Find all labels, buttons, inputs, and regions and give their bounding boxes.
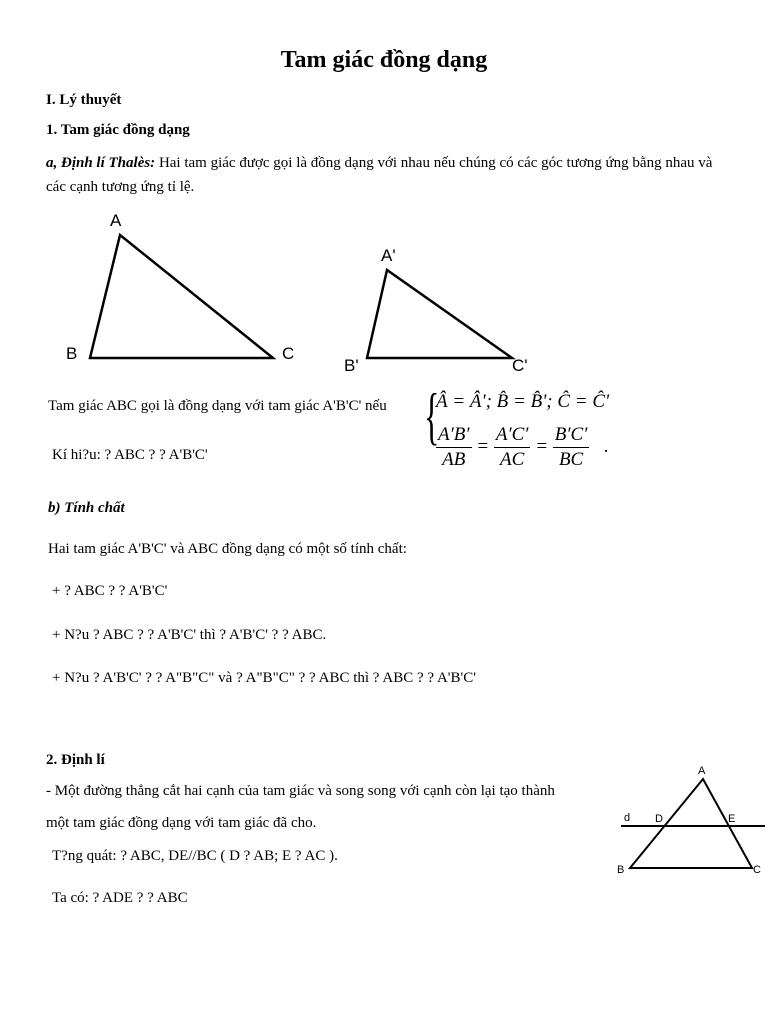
fig3-label-line-d: d bbox=[624, 812, 631, 824]
fig3-label-c: C bbox=[753, 864, 761, 876]
subsection-heading-similar-triangles: 1. Tam giác đồng dạng bbox=[46, 122, 190, 138]
period: . bbox=[604, 435, 609, 457]
vertex-label-b: B bbox=[66, 344, 78, 363]
thales-label: a, Định lí Thalès: bbox=[46, 155, 156, 171]
equals-sign: = bbox=[476, 435, 490, 457]
page-title: Tam giác đồng dạng bbox=[280, 47, 488, 73]
theorem-line-1: - Một đường thẳng cắt hai cạnh của tam giác và song song với cạnh còn lại tạo thành bbox=[46, 783, 555, 799]
fig3-label-b: B bbox=[617, 864, 625, 876]
similar-definition: Tam giác ABC gọi là đồng dạng với tam giác A'B'C' nếu bbox=[48, 398, 387, 414]
ratio-fraction-3: $\frac{B'C'}{BC}$ bbox=[554, 424, 588, 470]
equals-sign: = bbox=[535, 435, 549, 457]
fig3-label-e: E bbox=[728, 813, 736, 825]
vertex-label-c: C bbox=[282, 344, 295, 363]
fig3-label-d: D bbox=[655, 813, 663, 825]
property-2: + N?u ? ABC ? ? A'B'C' thì ? A'B'C' ? ? ABC. bbox=[52, 627, 327, 643]
vertex-label-a: A bbox=[110, 211, 122, 230]
ratio-fraction-2: $\frac{A'C'}{AC}$ bbox=[495, 424, 529, 470]
section-heading-theory: I. Lý thuyết bbox=[46, 92, 122, 108]
notation-line: Kí hi?u: ? ABC ? ? A'B'C' bbox=[52, 447, 208, 463]
property-1: + ? ABC ? ? A'B'C' bbox=[52, 583, 168, 599]
vertex-label-c-prime: C' bbox=[512, 356, 528, 375]
left-brace: { bbox=[424, 380, 440, 451]
subsection-heading-theorem: 2. Định lí bbox=[46, 752, 105, 768]
condition-angles: Â = Â'; B̂ = B̂'; Ĉ = Ĉ' bbox=[436, 391, 610, 412]
theorem-line-2: một tam giác đồng dạng với tam giác đã cho. bbox=[46, 815, 317, 831]
vertex-label-b-prime: B' bbox=[344, 356, 359, 375]
property-heading: b) Tính chất bbox=[48, 500, 125, 516]
ratio-fraction-1: $\frac{A'B'}{AB}$ bbox=[438, 424, 470, 470]
vertex-label-a-prime: A' bbox=[381, 246, 396, 265]
fig3-label-a: A bbox=[698, 765, 706, 777]
general-statement: T?ng quát: ? ABC, DE//BC ( D ? AB; E ? AC ). bbox=[52, 848, 338, 864]
conclusion-statement: Ta có: ? ADE ? ? ABC bbox=[52, 890, 188, 906]
property-3: + N?u ? A'B'C' ? ? A"B"C" và ? A"B"C" ? ? ABC thì ? ABC ? ? A'B'C' bbox=[52, 670, 476, 686]
property-intro: Hai tam giác A'B'C' và ABC đồng dạng có một số tính chất: bbox=[48, 541, 407, 557]
thales-text: Hai tam giác được gọi là đồng dạng với nhau nếu chúng có các góc tương ứng bằng nhau và các cạnh tương ứng tỉ lệ. bbox=[46, 155, 713, 195]
